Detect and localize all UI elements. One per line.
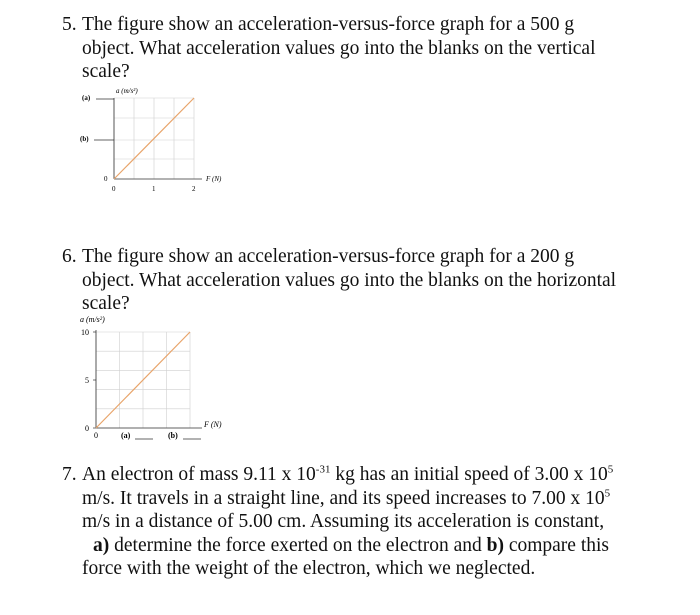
y-tick-label: 0 (104, 175, 108, 183)
y-tick-label: (a) (82, 94, 91, 102)
x-tick-label: 2 (192, 185, 196, 193)
y-tick-label: 0 (85, 424, 89, 433)
y-tick-label: 10 (81, 328, 89, 337)
x-axis-label: F (N) (204, 420, 222, 429)
x-tick-label: 1 (152, 185, 156, 193)
question-7 (62, 463, 682, 581)
question-5 (62, 13, 682, 84)
y-axis-label: a (m/s²) (116, 87, 138, 95)
question-text-line: m/s. It travels in a straight line, and its speed increases to 7.00 x $10^5$ (82, 487, 611, 509)
y-ticks (81, 328, 96, 433)
y-axis-label: a (m/s²) (80, 315, 105, 324)
question-text-line: The figure show an acceleration-versus-force graph for a 200 g (82, 246, 575, 267)
chart-q5 (70, 84, 240, 196)
question-text-line: a) determine the force exerted on the electron and b) compare this (93, 534, 610, 556)
y-tick-label: (b) (80, 135, 89, 143)
x-axis-label: F (N) (206, 175, 222, 183)
question-text-line: force with the weight of the electron, which we neglected. (82, 558, 536, 580)
question-6 (62, 245, 682, 316)
x-ticks (112, 185, 196, 193)
question-text-line: scale? (82, 61, 130, 82)
question-number: 6. (62, 246, 77, 267)
chart-q6 (76, 312, 236, 450)
question-number: 5. (62, 14, 77, 35)
x-tick-label: (b) (168, 431, 178, 440)
question-text-line: scale? (82, 293, 130, 314)
question-text-line: The figure show an acceleration-versus-force graph for a 500 g (82, 14, 575, 35)
question-text-line: An electron of mass 9.11 x $10^{-31}$ kg has an initial speed of 3.00 x $10^5$ (82, 463, 614, 485)
question-text-line: object. What acceleration values go into the blanks on the vertical (82, 37, 596, 59)
question-number: 7. (62, 464, 77, 485)
y-tick-label: 5 (85, 376, 89, 385)
question-text-line: object. What acceleration values go into the blanks on the horizontal (82, 269, 617, 291)
x-tick-label: (a) (121, 431, 131, 440)
x-tick-label: 0 (112, 185, 116, 193)
x-tick-label: 0 (94, 431, 98, 440)
question-text-line: m/s in a distance of 5.00 cm. Assuming its acceleration is constant, (82, 511, 605, 533)
